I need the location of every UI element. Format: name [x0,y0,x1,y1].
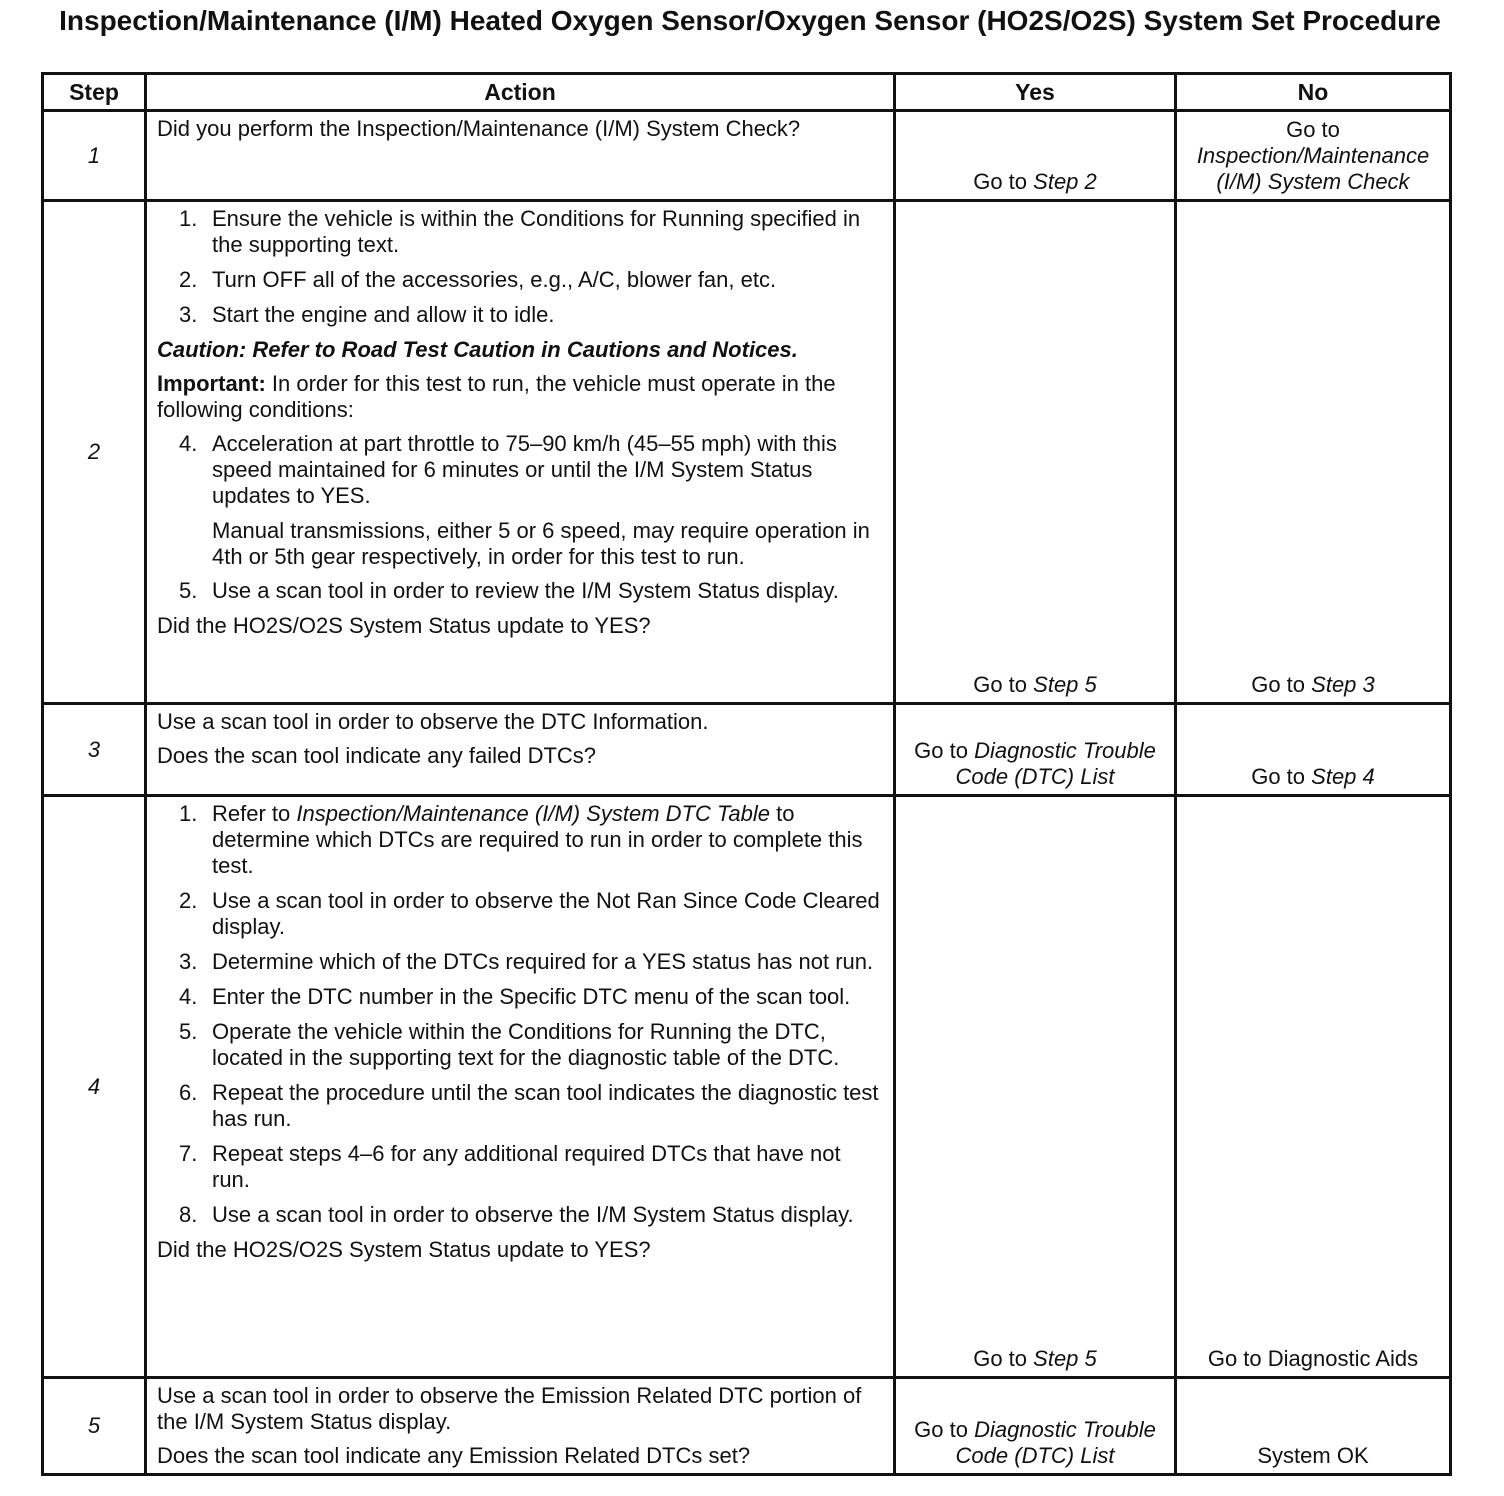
yes-cell [895,111,1176,201]
list-item: 4. Enter the DTC number in the Specific DTC menu of the scan tool. [179,984,851,1009]
no-link[interactable]: Step 4 [1311,764,1375,789]
procedure-table [41,72,1452,1476]
header-action: Action [146,74,895,111]
yes-link[interactable]: Step 5 [1033,1346,1097,1371]
step-number: 2 [43,201,146,704]
dtc-table-link[interactable]: Inspection/Maintenance (I/M) System DTC Table [296,801,770,826]
yes-cell: Go to Diagnostic Trouble Code (DTC) List [895,1378,1176,1475]
yes-link[interactable]: Step 2 [1033,169,1097,194]
important-note: Important: In order for this test to run, the vehicle must operate in the following conditions: [157,371,836,422]
header-no: No [1176,74,1451,111]
question: Did the HO2S/O2S System Status update to YES? [157,1237,651,1262]
header-step: Step [43,74,146,111]
caution-note: Caution: Refer to Road Test Caution in Cautions and Notices. [157,337,798,362]
action-cell [146,111,895,201]
list-item: 1. Refer to Inspection/Maintenance (I/M) System DTC Table to determine which DTCs are required to run in order to complete this test. [179,801,863,878]
header-yes: Yes [895,74,1176,111]
step-number: 1 [43,111,146,201]
question: Does the scan tool indicate any Emission Related DTCs set? [157,1443,751,1468]
sub-paragraph: Manual transmissions, either 5 or 6 speed, may require operation in 4th or 5th gear respectively, in order for this test to run. [212,518,870,569]
action-cell: Use a scan tool in order to observe the DTC Information. Does the scan tool indicate any failed DTCs? [146,704,895,796]
yes-cell: Go to Step 5 [895,796,1176,1378]
list-item: 5. Operate the vehicle within the Conditions for Running the DTC, located in the supporting text for the diagnostic table of the DTC. [179,1019,840,1070]
no-link[interactable]: Step 3 [1311,672,1375,697]
list-item: 7. Repeat steps 4–6 for any additional required DTCs that have not run. [179,1141,841,1192]
list-item: 6. Repeat the procedure until the scan tool indicates the diagnostic test has run. [179,1080,879,1131]
no-cell [1176,1378,1451,1475]
action-cell [146,201,895,704]
list-item: 5. Use a scan tool in order to review the I/M System Status display. [179,578,839,603]
list-item: 2. Turn OFF all of the accessories, e.g., A/C, blower fan, etc. [179,267,777,292]
yes-prefix: Go to [973,169,1028,194]
procedure-list [157,801,883,1228]
step-number: 5 [43,1378,146,1475]
result-text: System OK [1257,1443,1369,1468]
question: Did the HO2S/O2S System Status update to YES? [157,613,651,638]
no-link[interactable]: Inspection/Maintenance (I/M) System Check [1196,143,1430,194]
header-row [43,74,1451,111]
no-cell: Go to Step 4 [1176,704,1451,796]
step-number: 4 [43,796,146,1378]
list-item: 3. Determine which of the DTCs required for a YES status has not run. [179,949,874,974]
list-item: 8. Use a scan tool in order to observe the I/M System Status display. [179,1202,854,1227]
no-prefix: Go to [1286,117,1340,142]
no-cell [1176,796,1451,1378]
no-link[interactable]: Go to Diagnostic Aids [1207,1346,1419,1371]
list-item: 3. Start the engine and allow it to idle. [179,302,555,327]
yes-link[interactable]: Step 5 [1033,672,1097,697]
table-row [43,201,1451,704]
table-row [43,111,1451,201]
list-item: 2. Use a scan tool in order to observe the Not Ran Since Code Cleared display. [179,888,880,939]
procedure-list [157,578,883,604]
procedure-list [157,206,883,328]
list-item: 1. Ensure the vehicle is within the Conditions for Running specified in the supporting text. [179,206,861,257]
step-number: 3 [43,704,146,796]
list-item: 4. Acceleration at part throttle to 75–90 km/h (45–55 mph) with this speed maintained for 6 minutes or until the I/M System Status updates to YES. [179,431,837,508]
table-row [43,796,1451,1378]
no-cell: Go to Step 3 [1176,201,1451,704]
question: Did you perform the Inspection/Maintenance (I/M) System Check? [157,116,801,141]
yes-link[interactable]: Diagnostic Trouble Code (DTC) List [955,1417,1156,1468]
action-cell: Use a scan tool in order to observe the Emission Related DTC portion of the I/M System Status display. Does the scan tool indicate any Emission Related DTCs set? [146,1378,895,1475]
yes-link[interactable]: Diagnostic Trouble Code (DTC) List [955,738,1156,789]
yes-cell: Go to Step 5 [895,201,1176,704]
table-row [43,704,1451,796]
table-row [43,1378,1451,1475]
action-cell [146,796,895,1378]
question: Does the scan tool indicate any failed DTCs? [157,743,597,768]
page-title: Inspection/Maintenance (I/M) Heated Oxygen Sensor/Oxygen Sensor (HO2S/O2S) System Set Procedure [59,5,1441,36]
yes-cell: Go to Diagnostic Trouble Code (DTC) List [895,704,1176,796]
procedure-list [157,431,883,509]
no-cell [1176,111,1451,201]
